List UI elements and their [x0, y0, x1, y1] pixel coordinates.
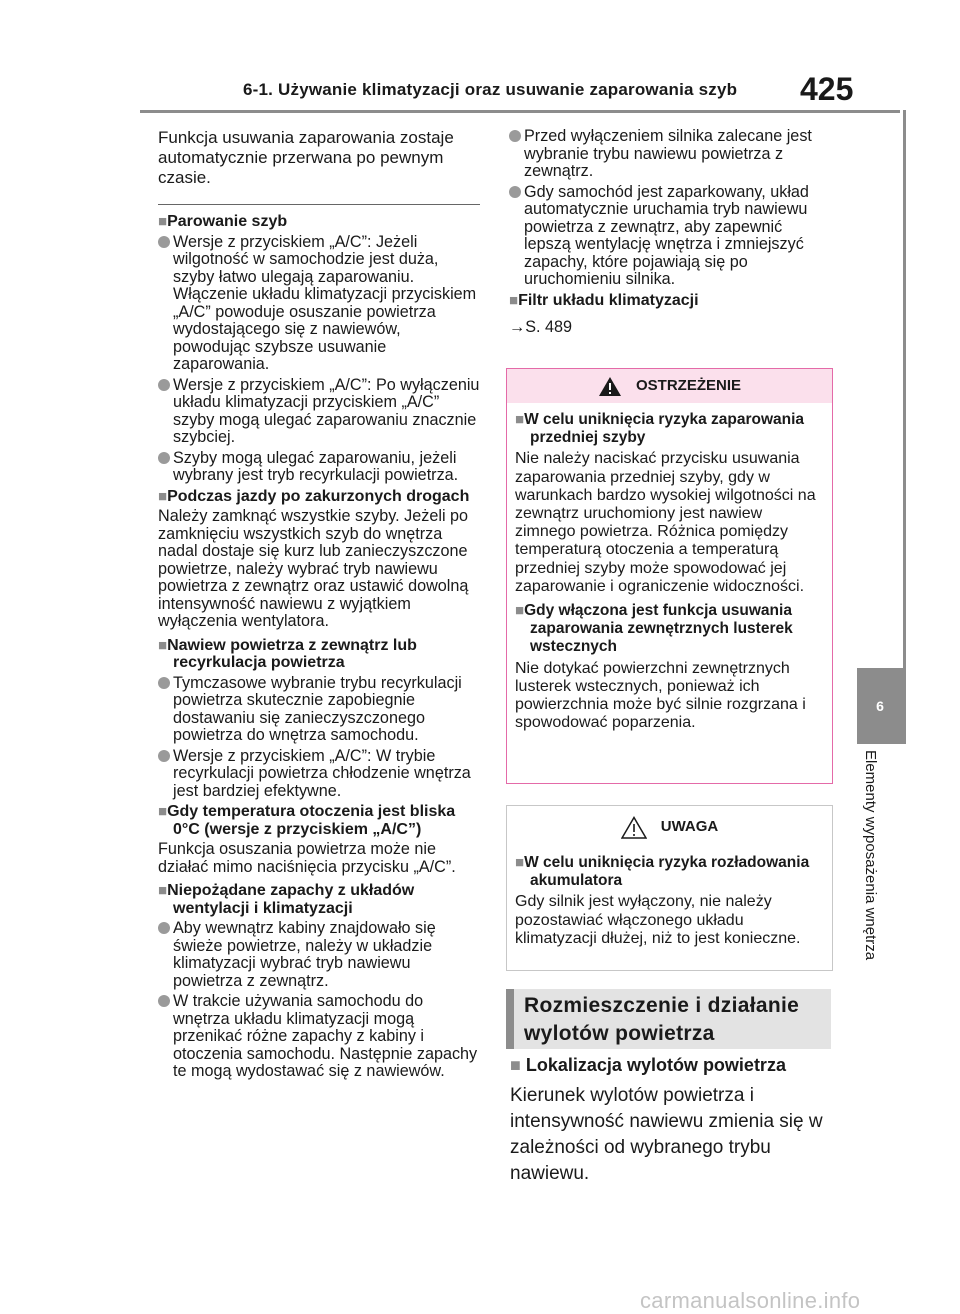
page-reference[interactable]: →S. 489	[509, 318, 572, 336]
paragraph: Należy zamknąć wszystkie szyby. Jeżeli po zamknięciu wszystkich szyb do wnętrza nadal dostaje się kurz lub zanieczyszczone powietrze, należy wybrać tryb nawiewu powietrza z zewnątrz oraz ustawić dowolną intensywność nawiewu z wyjątkiem wyłączenia wentylatora.	[158, 507, 469, 630]
list-item: Wersje z przyciskiem „A/C”: Po wyłączeniu układu klimatyzacji przyciskiem „A/C” szyby mogą ulegać zaparowaniu znacznie szybciej.	[158, 377, 480, 447]
page-number: 425	[800, 71, 854, 107]
section-heading: ■Nawiew powietrza z zewnątrz lub recyrkulacja powietrza	[158, 636, 417, 671]
circle-bullet-icon	[158, 677, 170, 689]
warning-heading: ■Gdy włączona jest funkcja usuwania zaparowania zewnętrznych lusterek wstecznych	[515, 602, 793, 656]
intro-text: Funkcja usuwania zaparowania zostaje automatycznie przerwana po pewnym czasie.	[158, 128, 454, 187]
list-item: Wersje z przyciskiem „A/C”: W trybie recyrkulacji powietrza chłodzenie wnętrza jest bardziej efektywne.	[158, 748, 480, 801]
caution-header: UWAGA	[507, 806, 832, 846]
warning-text: Nie należy naciskać przycisku usuwania zaparowania przedniej szyby, gdy w warunkach bardzo wysokiej wilgotności na zewnątrz uruchomiony jest nawiew zimnego powietrza. Różnica pomiędzy temperaturą otoczenia a temperaturą przedniej szyby może spowodować jej zaparowanie i ograniczenie widoczności.	[515, 450, 816, 595]
section-heading: ■Podczas jazdy po zakurzonych drogach	[158, 487, 470, 505]
right-column	[509, 128, 831, 337]
header-title: 6-1. Używanie klimatyzacji oraz usuwanie zaparowania szyb	[243, 80, 738, 99]
warning-box	[506, 368, 833, 784]
list-item: Aby wewnątrz kabiny znajdowało się świeże powietrze, należy w układzie klimatyzacji wybrać tryb nawiewu powietrza z zewnątrz.	[158, 920, 480, 990]
caution-box	[506, 805, 833, 971]
circle-bullet-icon	[158, 922, 170, 934]
warning-text: Nie dotykać powierzchni zewnętrznych lusterek wstecznych, ponieważ ich powierzchnia może być silnie rozgrzana i spowodować poparzenia.	[515, 659, 806, 732]
section-title: Rozmieszczenie i działanie wylotów powietrza	[506, 989, 831, 1049]
header-divider	[140, 110, 900, 113]
arrow-right-icon: →	[509, 318, 526, 336]
list-item: Szyby mogą ulegać zaparowaniu, jeżeli wybrany jest tryb recyrkulacji powietrza.	[158, 450, 480, 485]
section-heading: ■Gdy temperatura otoczenia jest bliska 0°C (wersje z przyciskiem „A/C”)	[158, 803, 456, 838]
watermark: carmanualsonline.info	[640, 1288, 861, 1313]
square-bullet-icon: ■	[515, 411, 525, 428]
list-item: Przed wyłączeniem silnika zalecane jest wybranie trybu nawiewu powietrza z zewnątrz.	[509, 128, 831, 181]
square-bullet-icon: ■	[158, 636, 168, 654]
divider	[158, 204, 480, 205]
warning-heading: ■W celu uniknięcia ryzyka zaparowania przedniej szyby	[515, 411, 805, 447]
section-heading: ■Filtr układu klimatyzacji	[509, 291, 699, 309]
left-column	[158, 128, 480, 1084]
square-bullet-icon: ■	[509, 291, 519, 309]
list-item: Wersje z przyciskiem „A/C”: Jeżeli wilgotność w samochodzie jest duża, szyby łatwo ulegają zaparowaniu. Włączenie układu klimatyzacji przyciskiem „A/C” powoduje osuszanie powietrza wydostającego się z nawiewów, powodując szybsze usuwanie zaparowania.	[158, 234, 480, 374]
square-bullet-icon: ■	[515, 602, 525, 620]
caution-triangle-icon	[621, 816, 647, 839]
list-item: Tymczasowe wybranie trybu recyrkulacji powietrza skutecznie zapobiegnie dostawaniu się zanieczyszczonego powietrza do wnętrza samochodu.	[158, 675, 480, 745]
square-bullet-icon: ■	[510, 1055, 521, 1075]
chapter-label: Elementy wyposażenia wnętrza	[862, 750, 879, 961]
sub-heading: ■ Lokalizacja wylotów powietrza	[510, 1055, 786, 1075]
circle-bullet-icon	[158, 236, 170, 248]
circle-bullet-icon	[509, 130, 521, 142]
warning-header: OSTRZEŻENIE	[507, 369, 832, 403]
list-item: Gdy samochód jest zaparkowany, układ automatycznie uruchamia tryb nawiewu powietrza z zewnątrz, aby zapewnić lepszą wentylację wnętrza i zmniejszyć zapachy, które pojawiają się po uruchomieniu silnika.	[509, 184, 831, 289]
section-heading: ■Niepożądane zapachy z układów wentylacji i klimatyzacji	[158, 882, 415, 917]
warning-triangle-icon	[598, 376, 622, 397]
circle-bullet-icon	[158, 750, 170, 762]
side-divider	[903, 110, 906, 744]
caution-heading: ■W celu uniknięcia ryzyka rozładowania akumulatora	[515, 854, 810, 890]
square-bullet-icon: ■	[158, 487, 168, 505]
paragraph: Funkcja osuszania powietrza może nie działać mimo naciśnięcia przycisku „A/C”.	[158, 840, 456, 876]
circle-bullet-icon	[158, 379, 170, 391]
list-item: W trakcie używania samochodu do wnętrza układu klimatyzacji mogą przenikać różne zapachy z kabiny i otoczenia samochodu. Następnie zapachy te mogą wydostawać się z nawiewów.	[158, 993, 480, 1081]
circle-bullet-icon	[158, 452, 170, 464]
chapter-tab[interactable]: 6	[857, 668, 903, 744]
square-bullet-icon: ■	[158, 882, 168, 899]
square-bullet-icon: ■	[158, 803, 168, 820]
caution-text: Gdy silnik jest wyłączony, nie należy pozostawiać włączonego układu klimatyzacji dłużej, niż to jest konieczne.	[515, 893, 801, 947]
body-text: Kierunek wylotów powietrza i intensywność nawiewu zmienia się w zależności od wybranego trybu nawiewu.	[510, 1085, 823, 1184]
circle-bullet-icon	[158, 995, 170, 1007]
circle-bullet-icon	[509, 186, 521, 198]
section-heading: ■Parowanie szyb	[158, 213, 288, 230]
square-bullet-icon: ■	[515, 854, 525, 871]
square-bullet-icon: ■	[158, 213, 168, 230]
